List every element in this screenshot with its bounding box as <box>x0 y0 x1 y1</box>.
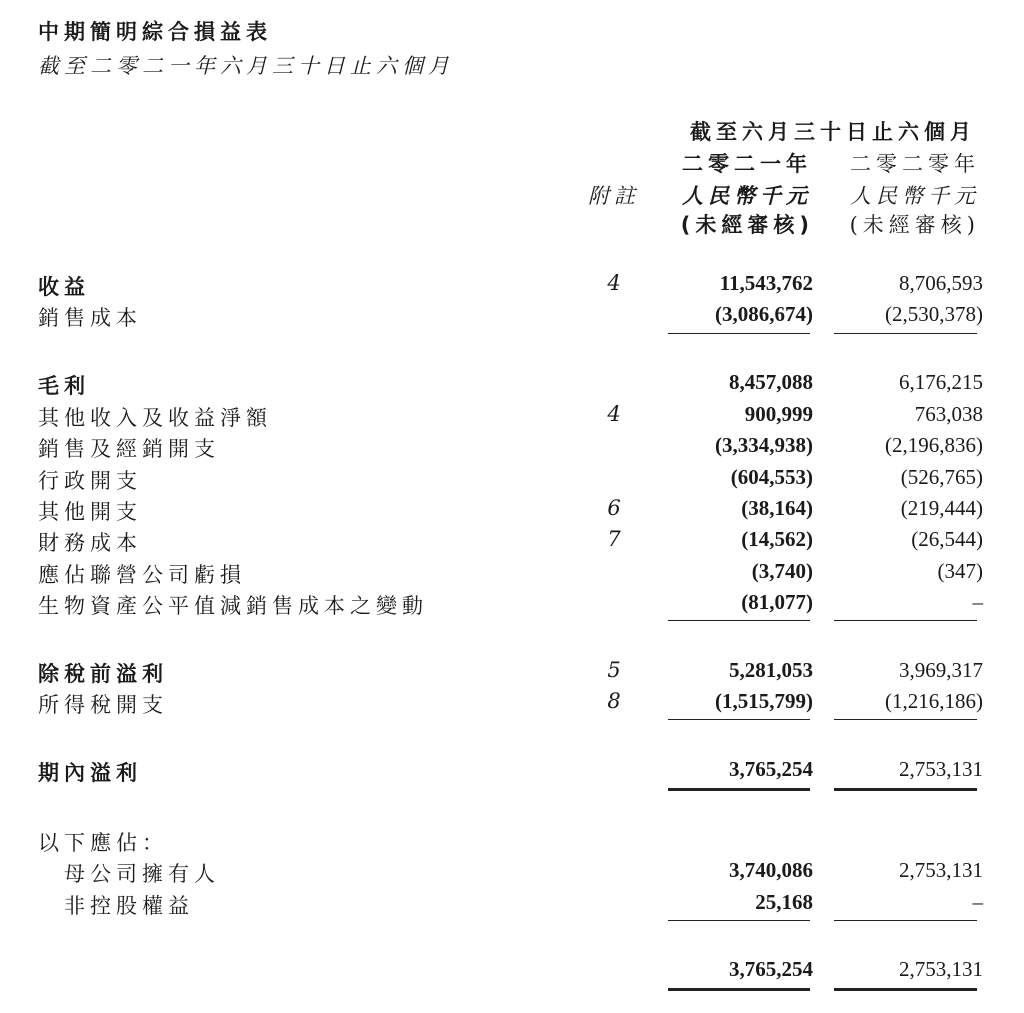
year-prior-header: 二零二零年 <box>850 152 980 176</box>
row-current: (604,553) <box>730 465 813 489</box>
row-label: 其他收入及收益淨額 <box>38 406 272 430</box>
row-current: 3,765,254 <box>729 757 813 781</box>
subtotal-rule <box>668 920 810 921</box>
page-title: 中期簡明綜合損益表 <box>38 20 272 44</box>
row-label: 毛利 <box>38 374 90 398</box>
row-current: (38,164) <box>741 496 813 520</box>
subtotal-rule <box>668 620 810 621</box>
total-rule <box>668 788 810 791</box>
row-current: 3,740,086 <box>729 858 813 882</box>
row-label: 其他開支 <box>38 500 142 524</box>
row-prior: 6,176,215 <box>899 370 983 394</box>
row-note: 4 <box>607 271 621 295</box>
total-rule <box>668 988 810 991</box>
notes-header: 附註 <box>588 184 640 208</box>
row-prior: 2,753,131 <box>899 858 983 882</box>
row-prior: (1,216,186) <box>885 689 983 713</box>
row-current: 900,999 <box>744 402 813 426</box>
row-prior: (2,196,836) <box>885 433 983 457</box>
row-prior: 763,038 <box>914 402 983 426</box>
row-prior: (2,530,378) <box>885 302 983 326</box>
row-label: 所得稅開支 <box>38 693 168 717</box>
audit-current-header: (未經審核) <box>680 213 814 237</box>
row-current: (81,077) <box>741 590 813 614</box>
total-rule <box>834 988 977 991</box>
row-note: 5 <box>607 658 621 682</box>
row-prior: (526,765) <box>900 465 983 489</box>
currency-current-header: 人民幣千元 <box>682 184 812 208</box>
row-note: 8 <box>607 689 621 713</box>
row-label: 行政開支 <box>38 469 142 493</box>
row-prior: 8,706,593 <box>899 271 983 295</box>
subtotal-rule <box>834 333 977 334</box>
row-prior: – <box>972 890 983 914</box>
year-current-header: 二零二一年 <box>682 152 812 176</box>
row-prior: (347) <box>937 559 983 583</box>
row-label: 非控股權益 <box>64 894 194 918</box>
audit-prior-header: (未經審核) <box>849 213 980 237</box>
row-label: 期內溢利 <box>38 761 142 785</box>
row-label: 收益 <box>38 275 90 299</box>
row-label: 以下應佔： <box>38 831 168 855</box>
row-label: 財務成本 <box>38 531 142 555</box>
row-prior: – <box>972 590 983 614</box>
subtotal-rule <box>834 620 977 621</box>
row-current: 25,168 <box>755 890 813 914</box>
page-subtitle: 截至二零二一年六月三十日止六個月 <box>38 54 454 78</box>
row-prior: (26,544) <box>911 527 983 551</box>
total-rule <box>834 788 977 791</box>
row-prior: 2,753,131 <box>899 757 983 781</box>
subtotal-rule <box>834 920 977 921</box>
row-label: 除稅前溢利 <box>38 662 168 686</box>
subtotal-rule <box>668 333 810 334</box>
currency-prior-header: 人民幣千元 <box>850 184 980 208</box>
period-header: 截至六月三十日止六個月 <box>690 120 976 144</box>
row-note: 6 <box>607 496 621 520</box>
row-label: 母公司擁有人 <box>64 862 220 886</box>
subtotal-rule <box>834 719 977 720</box>
row-current: (1,515,799) <box>715 689 813 713</box>
row-prior: 3,969,317 <box>899 658 983 682</box>
row-note: 7 <box>607 527 621 551</box>
row-current: 3,765,254 <box>729 957 813 981</box>
row-label: 生物資產公平值減銷售成本之變動 <box>38 594 428 618</box>
row-current: (14,562) <box>741 527 813 551</box>
row-note: 4 <box>607 402 621 426</box>
row-label: 應佔聯營公司虧損 <box>38 563 246 587</box>
subtotal-rule <box>668 719 810 720</box>
row-current: 5,281,053 <box>729 658 813 682</box>
row-label: 銷售成本 <box>38 306 142 330</box>
row-current: 8,457,088 <box>729 370 813 394</box>
row-prior: 2,753,131 <box>899 957 983 981</box>
row-current: (3,086,674) <box>715 302 813 326</box>
row-current: (3,334,938) <box>715 433 813 457</box>
row-prior: (219,444) <box>900 496 983 520</box>
row-current: (3,740) <box>751 559 813 583</box>
row-label: 銷售及經銷開支 <box>38 437 220 461</box>
row-current: 11,543,762 <box>719 271 813 295</box>
